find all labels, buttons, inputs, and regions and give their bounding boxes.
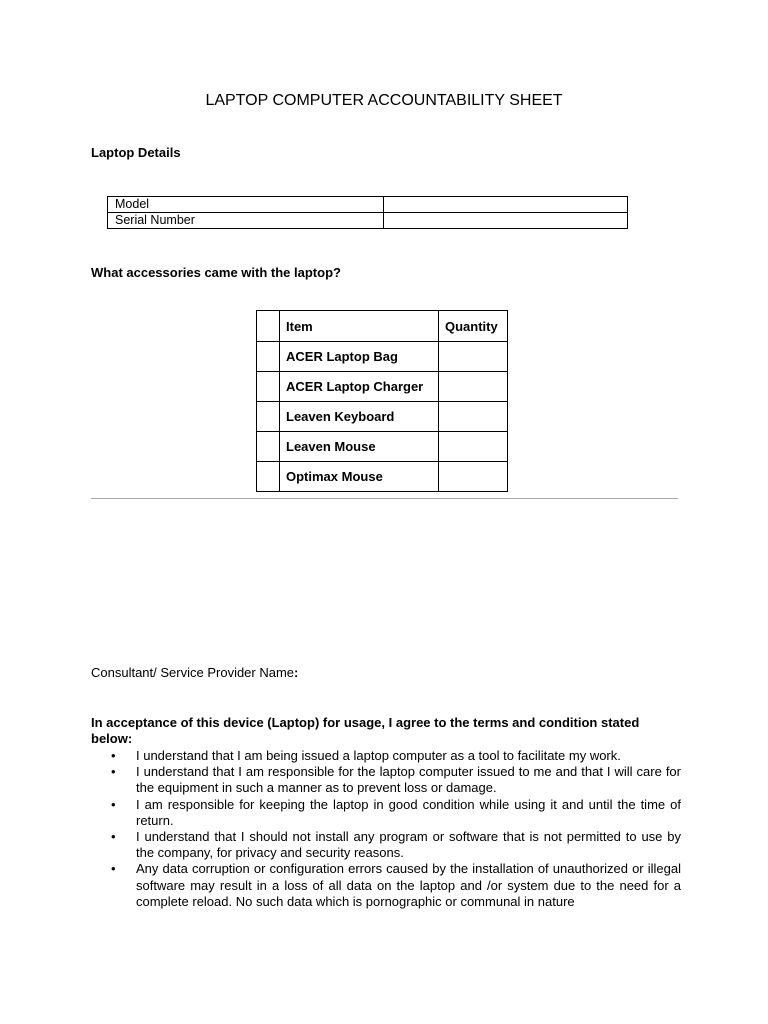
accessory-name: Optimax Mouse [280,462,439,492]
term-text: Any data corruption or configuration errors caused by the installation of unauthorized or illegal software may result in a loss of all data on the laptop and /or system due to the need for a complete reload. No such data which is pornographic or communal in nature [136,861,681,909]
accessories-table [256,310,508,492]
serial-number-label: Serial Number [108,213,384,229]
bullet-icon: • [111,748,116,763]
bullet-icon: • [111,861,116,877]
table-row [257,462,508,492]
list-item [91,764,681,796]
quantity-cell[interactable] [439,402,508,432]
laptop-details-table [107,196,628,229]
checkbox-cell[interactable] [257,462,280,492]
document-title: LAPTOP COMPUTER ACCOUNTABILITY SHEET [205,92,563,109]
quantity-cell[interactable] [439,432,508,462]
checkbox-cell[interactable] [257,402,280,432]
list-item [91,797,681,829]
checkbox-cell[interactable] [257,372,280,402]
checkbox-cell[interactable] [257,432,280,462]
section-divider [91,498,678,499]
item-column-header: Item [280,311,439,342]
list-item [91,861,681,910]
serial-number-value-cell[interactable] [384,213,628,229]
accessory-name: Leaven Mouse [280,432,439,462]
term-text: I understand that I should not install any program or software that is not permitted to use by the company, for privacy and security reasons. [136,829,681,861]
quantity-cell[interactable] [439,462,508,492]
terms-list [91,748,681,910]
table-row [108,197,628,213]
table-row [257,402,508,432]
table-header-row [257,311,508,342]
quantity-column-header: Quantity [439,311,508,342]
term-text: I understand that I am responsible for the laptop computer issued to me and that I will care for the equipment in such a manner as to prevent loss or damage. [136,764,681,796]
bullet-icon: • [111,796,116,812]
acceptance-heading: In acceptance of this device (Laptop) for usage, I agree to the terms and condition stated below: [91,715,640,746]
table-row [257,342,508,372]
quantity-cell[interactable] [439,372,508,402]
accessory-name: ACER Laptop Charger [280,372,439,402]
consultant-name-label: Consultant/ Service Provider Name [91,665,295,680]
checkbox-cell[interactable] [257,342,280,372]
accessories-question: What accessories came with the laptop? [91,265,341,280]
bullet-icon: • [111,829,116,845]
laptop-details-heading: Laptop Details [91,145,181,160]
list-item [91,829,681,861]
term-text: I understand that I am being issued a laptop computer as a tool to facilitate my work. [136,748,621,763]
consultant-name-field[interactable] [91,665,298,680]
checkbox-cell[interactable] [257,311,280,342]
table-row [257,372,508,402]
term-text: I am responsible for keeping the laptop in good condition while using it and until the time of return. [136,796,681,828]
model-value-cell[interactable] [384,197,628,213]
list-item [91,748,681,764]
accessory-name: ACER Laptop Bag [280,342,439,372]
table-row [108,213,628,229]
accessory-name: Leaven Keyboard [280,402,439,432]
quantity-cell[interactable] [439,342,508,372]
model-label: Model [108,197,384,213]
consultant-name-colon: : [294,665,299,680]
table-row [257,432,508,462]
bullet-icon: • [111,764,116,780]
